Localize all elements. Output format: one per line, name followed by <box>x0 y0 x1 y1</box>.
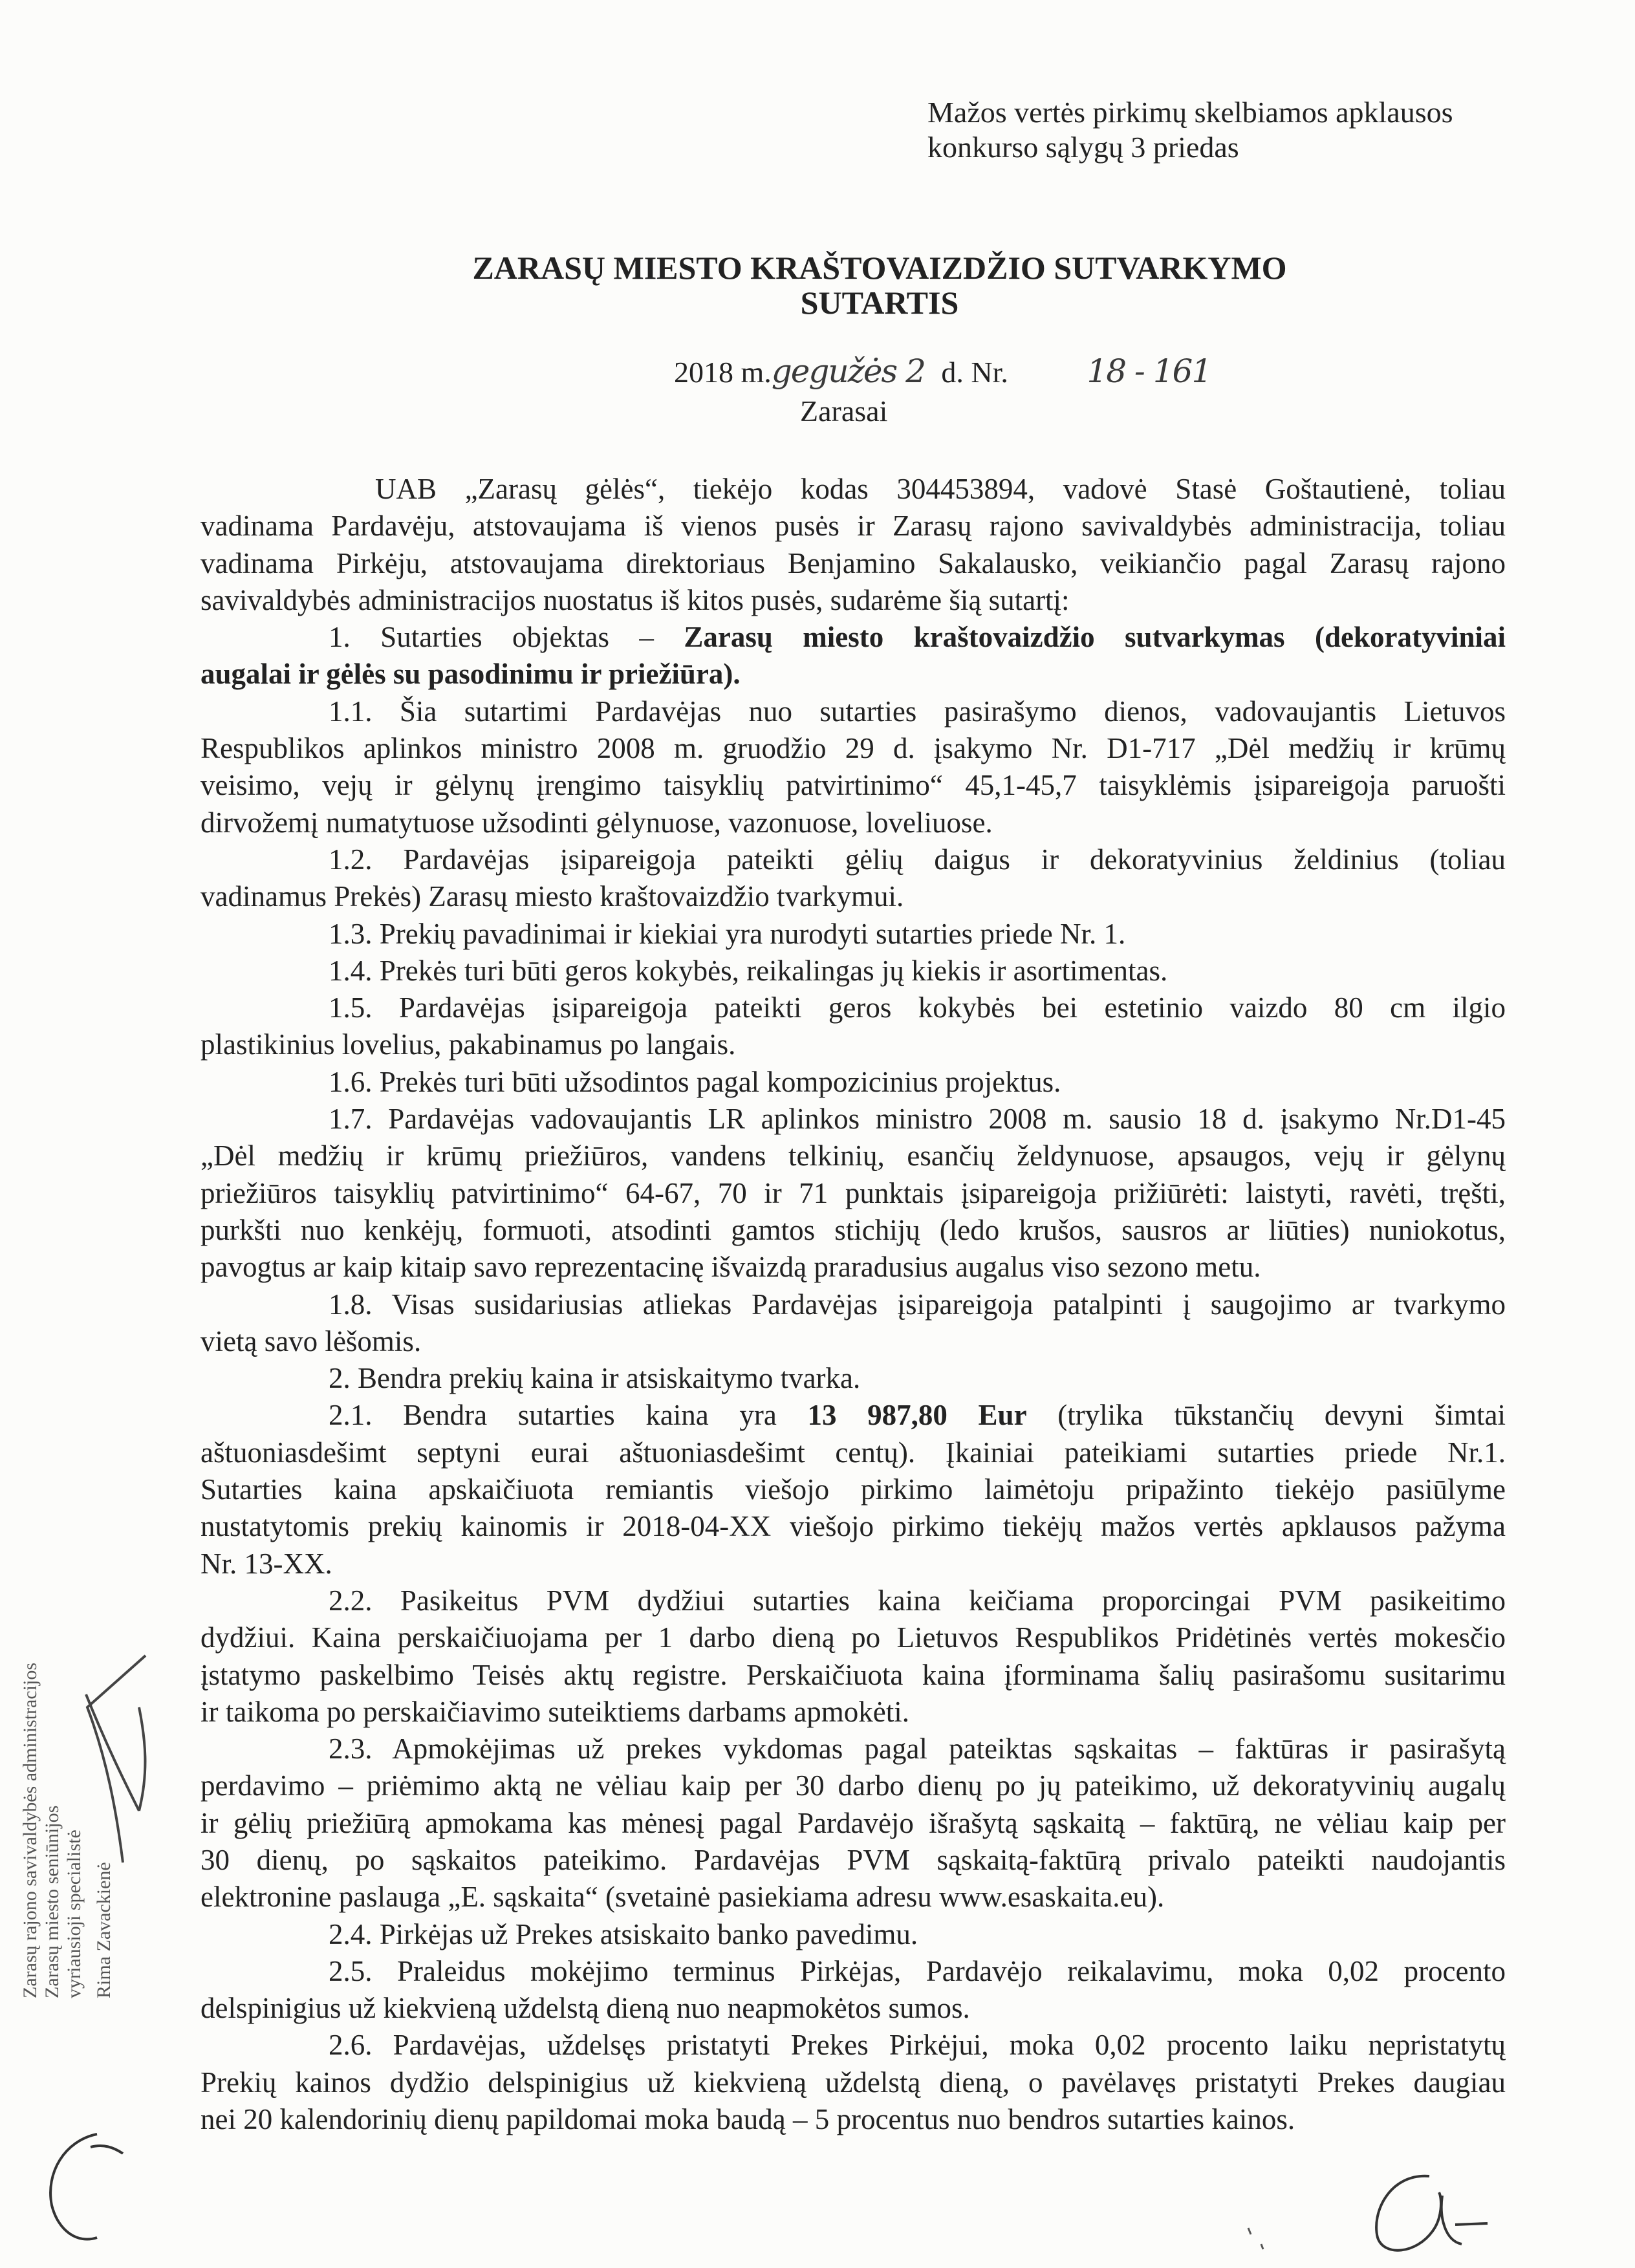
text-segment: „Dėl medžių ir krūmų priežiūros, vandens telkinių, esančių želdynuose, apsaugos, vejų ir gėlynų <box>200 1139 1506 1172</box>
text-segment: Nr. 13-XX. <box>200 1547 332 1580</box>
text-segment: 30 dienų, po sąskaitos pateikimo. Pardavėjas PVM sąskaitą-faktūrą privalo pateikti naudojantis <box>200 1843 1506 1876</box>
text-segment: pavogtus ar kaip kitaip savo reprezentacinę išvaizdą praradusius augalus viso sezono metu. <box>200 1251 1261 1284</box>
text-segment: 1. Sutarties objektas – <box>329 621 684 654</box>
text-segment: plastikinius lovelius, pakabinamus po langais. <box>200 1028 736 1061</box>
text-segment: įstatymo paskelbimo Teisės aktų registre. Perskaičiuota kaina įforminama šalių pasirašomu susitarimu <box>200 1658 1506 1691</box>
text-segment: vietą savo lėšomis. <box>200 1324 422 1357</box>
text-segment: aštuoniasdešimt septyni eurai aštuoniasdešimt centų). Įkainiai pateikiami sutarties priede Nr.1. <box>200 1436 1506 1469</box>
text-segment: 1.3. Prekių pavadinimai ir kiekiai yra nurodyti sutarties priede Nr. 1. <box>329 917 1126 950</box>
annex-line-2: konkurso sąlygų 3 priedas <box>927 131 1239 164</box>
text-segment: ir taikoma po perskaičiavimo suteiktiems darbams apmokėti. <box>200 1695 909 1728</box>
text-segment: 2. Bendra prekių kaina ir atsiskaitymo tvarka. <box>329 1362 861 1395</box>
bold-text-segment: Zarasų miesto kraštovaizdžio sutvarkymas (dekoratyviniai <box>684 621 1506 654</box>
small-mark <box>1248 2228 1263 2249</box>
text-segment: ir gėlių priežiūrą apmokama kas mėnesį pagal Pardavėjo išrašytą sąskaitą – faktūrą, ne vėliau kaip per <box>200 1806 1506 1839</box>
text-segment: 1.1. Šia sutartimi Pardavėjas nuo sutarties pasirašymo dienos, vadovaujantis Lietuvos <box>329 695 1506 728</box>
date-year: 2018 m. <box>674 356 772 389</box>
bold-text-segment: augalai ir gėlės su pasodinimu ir priežiūra). <box>200 658 741 691</box>
text-segment: perdavimo – priėmimo aktą ne vėliau kaip per 30 darbo dienų po jų pateikimo, už dekoratyvinių augalų <box>200 1769 1506 1802</box>
text-segment: veisimo, vejų ir gėlynų įrengimo taisyklių patvirtinimo“ 45,1-45,7 taisyklėmis įsipareigoja paruošti <box>200 769 1506 802</box>
text-segment: 1.8. Visas susidariusias atliekas Pardavėjas įsipareigoja patalpinti į saugojimo ar tvarkymo <box>329 1288 1506 1321</box>
text-segment: dydžiui. Kaina perskaičiuojama per 1 darbo dieną po Lietuvos Respublikos Pridėtinės vertės mokesčio <box>200 1621 1506 1654</box>
text-segment: 2.1. Bendra sutarties kaina yra <box>329 1399 808 1432</box>
text-segment: priežiūros taisyklių patvirtinimo“ 64-67, 70 ir 71 punktais įsipareigoja prižiūrėti: laistyti, ravėti, tręšti, <box>200 1176 1506 1209</box>
text-segment: Sutarties kaina apskaičiuota remiantis viešojo pirkimo laimėtoju pripažinto tiekėjo pasiūlyme <box>200 1473 1506 1506</box>
signature-left <box>50 2134 123 2240</box>
number-label: d. Nr. <box>941 356 1008 389</box>
text-segment: vadinamus Prekės) Zarasų miesto kraštovaizdžio tvarkymui. <box>200 880 904 913</box>
handwritten-number: 18 - 161 <box>1087 352 1211 390</box>
text-segment: Respublikos aplinkos ministro 2008 m. gruodžio 29 d. įsakymo Nr. D1-717 „Dėl medžių ir krūmų <box>200 732 1506 765</box>
text-segment: 1.6. Prekės turi būti užsodintos pagal kompozicinius projektus. <box>329 1065 1061 1098</box>
text-segment: 2.2. Pasikeitus PVM dydžiui sutarties kaina keičiama proporcingai PVM pasikeitimo <box>329 1584 1506 1617</box>
text-segment: 1.4. Prekės turi būti geros kokybės, reikalingas jų kiekis ir asortimentas. <box>329 954 1168 987</box>
text-segment: savivaldybės administracijos nuostatus iš kitos pusės, sudarėme šią sutartį: <box>200 583 1070 616</box>
annex-line-1: Mažos vertės pirkimų skelbiamos apklausos <box>927 96 1453 129</box>
text-segment: 2.4. Pirkėjas už Prekes atsiskaito banko pavedimu. <box>329 1917 918 1950</box>
signature-right <box>1376 2176 1488 2251</box>
text-segment: nei 20 kalendorinių dienų papildomai moka baudą – 5 procentus nuo bendros sutarties kainos. <box>200 2103 1295 2136</box>
place: Zarasai <box>800 394 888 427</box>
handwritten-date: gegužės 2 <box>771 352 925 390</box>
stamp-line: Zarasų miesto seniūnijos <box>41 1805 63 1998</box>
text-segment: purkšti nuo kenkėjų, formuoti, atsodinti gamtos stichijų (ledo krušos, sausros ar liūties) nuniokotus, <box>200 1213 1506 1246</box>
text-segment: vadinama Pirkėju, atstovaujama direktoriaus Benjamino Sakalausko, veikiančio pagal Zarasų rajono <box>200 546 1506 579</box>
text-segment: 2.6. Pardavėjas, uždelsęs pristatyti Prekes Pirkėjui, moka 0,02 procento laiku nepristatytų <box>329 2029 1506 2062</box>
text-segment: dirvožemį numatytuose užsodinti gėlynuose, vazonuose, loveliuose. <box>200 806 993 839</box>
bold-text-segment: 13 987,80 Eur <box>807 1399 1027 1432</box>
contract-title-line2: SUTARTIS <box>800 285 959 321</box>
text-segment: nustatytomis prekių kainomis ir 2018-04-XX viešojo pirkimo tiekėjų mažos vertės apklausos pažyma <box>200 1510 1506 1543</box>
text-segment: 1.5. Pardavėjas įsipareigoja pateikti geros kokybės bei estetinio vaizdo 80 cm ilgio <box>329 991 1506 1024</box>
text-segment: delspinigius už kiekvieną uždelstą dieną nuo neapmokėtos sumos. <box>200 1992 970 2025</box>
text-segment: 1.2. Pardavėjas įsipareigoja pateikti gėlių daigus ir dekoratyvinius želdinius (toliau <box>329 843 1506 876</box>
stamp-signature <box>86 1656 146 1863</box>
stamp-name: Rima Zavackienė <box>93 1862 114 1998</box>
text-segment: Prekių kainos dydžio delspinigius už kiekvieną uždelstą dieną, o pavėlavęs pristatyti Prekes daugiau <box>200 2066 1506 2099</box>
text-segment: 1.7. Pardavėjas vadovaujantis LR aplinkos ministro 2008 m. sausio 18 d. įsakymo Nr.D1-45 <box>329 1103 1506 1136</box>
text-segment: elektronine paslauga „E. sąskaita“ (svetainė pasiekiama adresu www.esaskaita.eu). <box>200 1881 1165 1914</box>
text-segment: 2.5. Praleidus mokėjimo terminus Pirkėjas, Pardavėjo reikalavimu, moka 0,02 procento <box>329 1954 1506 1987</box>
contract-title: ZARASŲ MIESTO KRAŠTOVAIZDŽIO SUTVARKYMO <box>472 250 1287 286</box>
text-segment: vadinama Pardavėju, atstovaujama iš vienos pusės ir Zarasų rajono savivaldybės administracija, toliau <box>200 510 1506 543</box>
text-segment: 2.3. Apmokėjimas už prekes vykdomas pagal pateiktas sąskaitas – faktūras ir pasirašytą <box>329 1733 1506 1766</box>
text-segment: (trylika tūkstančių devyni šimtai <box>1026 1399 1506 1432</box>
text-segment: UAB „Zarasų gėlės“, tiekėjo kodas 304453894, vadovė Stasė Goštautienė, toliau <box>375 473 1506 505</box>
stamp-line: Zarasų rajono savivaldybės administracijos <box>19 1662 41 1998</box>
stamp-line: vyriausioji specialistė <box>63 1830 85 1998</box>
